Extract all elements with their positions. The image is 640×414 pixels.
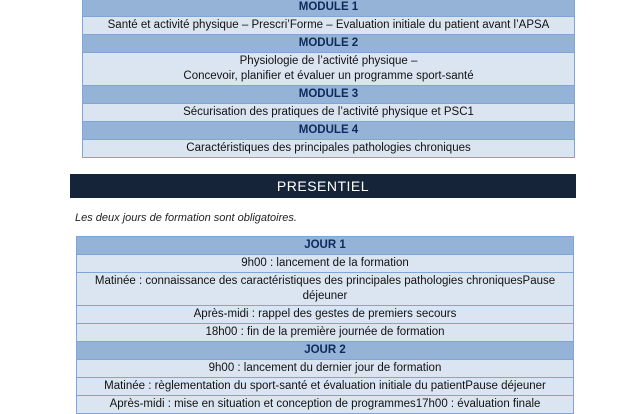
day-2-row-1: 9h00 : lancement du dernier jour de formation <box>77 360 573 378</box>
day-2-row-3: Après-midi : mise en situation et conception de programmes17h00 : évaluation finale <box>77 396 573 413</box>
day-2-header: JOUR 2 <box>77 342 573 360</box>
day-1-row-1: 9h00 : lancement de la formation <box>77 255 573 273</box>
module-2-header: MODULE 2 <box>83 35 574 53</box>
module-2-line-2: Concevoir, planifier et évaluer un programme sport-santé <box>183 70 474 82</box>
module-1-header: MODULE 1 <box>83 0 574 17</box>
module-3-header: MODULE 3 <box>83 86 574 104</box>
day-1-row-3: Après-midi : rappel des gestes de premiers secours <box>77 306 573 324</box>
module-4-line: Caractéristiques des principales pathologies chroniques <box>186 142 471 154</box>
module-4-content <box>83 140 574 157</box>
day-1-row-4: 18h00 : fin de la première journée de formation <box>77 324 573 342</box>
module-1-line: Santé et activité physique – Prescri’Forme – Evaluation initiale du patient avant l’APSA <box>107 19 550 31</box>
module-1-content <box>83 17 574 35</box>
presentiel-section-bar: PRESENTIEL <box>70 174 576 198</box>
day-2-row-2: Matinée : règlementation du sport-santé et évaluation initiale du patientPause déjeuner <box>77 378 573 396</box>
module-4-header: MODULE 4 <box>83 122 574 140</box>
days-schedule-table <box>76 236 574 414</box>
module-3-line: Sécurisation des pratiques de l’activité physique et PSC1 <box>183 106 474 118</box>
module-2-line-1: Physiologie de l’activité physique – <box>239 55 418 67</box>
module-3-content <box>83 104 574 122</box>
day-1-row-2: Matinée : connaissance des caractéristiques des principales pathologies chroniquesPause déjeuner <box>77 273 573 306</box>
attendance-note: Les deux jours de formation sont obligatoires. <box>75 212 297 224</box>
day-1-header: JOUR 1 <box>77 237 573 255</box>
module-2-content <box>83 53 574 86</box>
modules-table <box>82 0 575 158</box>
